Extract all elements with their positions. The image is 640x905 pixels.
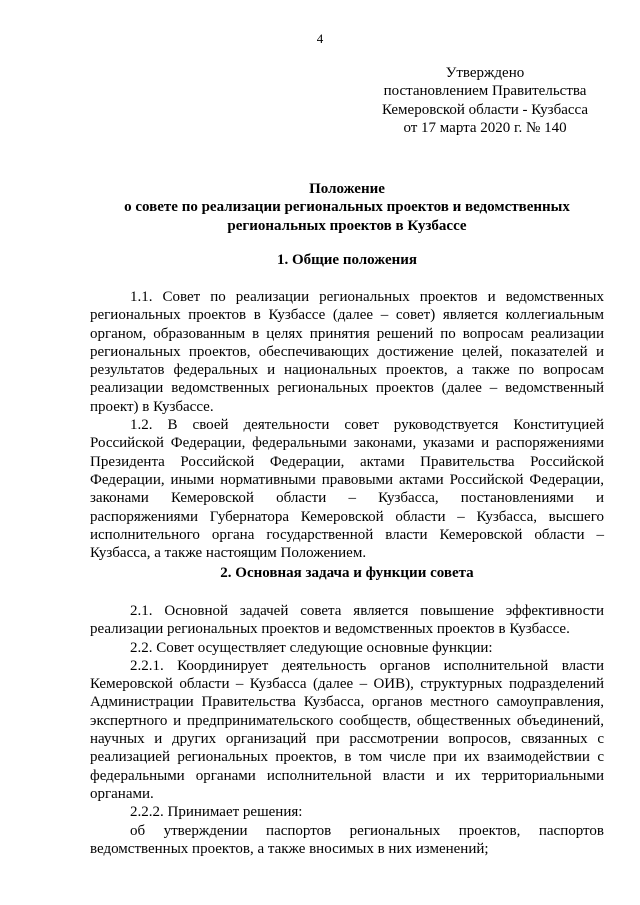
paragraph-2-2-1: 2.2.1. Координирует деятельность органов исполнительной власти Кемеровской области – Кузбасса (далее – ОИВ), структурных подразделений Администрации Правительства Кузбасса, органов местного самоуправления, экспертного и предпринимательского сообществ, общественных объединений, научных и других организаций при рассмотрении вопросов, связанных с реализацией региональных проектов, в том числе при их взаимодействии с федеральными органами исполнительной власти и их территориальными органами. <box>90 657 604 802</box>
title-line: о совете по реализации региональных проектов и ведомственных <box>124 199 570 216</box>
page-number: 4 <box>316 31 324 46</box>
approval-line: постановлением Правительства <box>383 83 587 100</box>
approval-line: Кемеровской области - Кузбасса <box>381 101 589 118</box>
paragraph-2-1: 2.1. Основной задачей совета является повышение эффективности реализации региональных проектов и ведомственных проектов в Кузбассе. <box>90 603 604 638</box>
approval-line: Утверждено <box>445 65 525 81</box>
section-1-heading: 1. Общие положения <box>276 252 418 268</box>
paragraph-1-1: 1.1. Совет по реализации региональных проектов и ведомственных региональных проектов в Кузбассе (далее – совет) является коллегиальным органом, образованным в целях принятия решений по вопросам реализации региональных проектов, обеспечивающих достижение целей, показателей и результатов федеральных и национальных проектов, а также по вопросам реализации ведомственных региональных проектов (далее – ведомственный проект) в Кузбассе. <box>90 289 604 415</box>
title-line: Положение <box>309 181 385 197</box>
section-1-body <box>90 288 604 562</box>
approval-block <box>360 64 610 137</box>
paragraph-1-2: 1.2. В своей деятельности совет руководствуется Конституцией Российской Федерации, федеральными законами, указами и распоряжениями Президента Российской Федерации, актами Правительства Российской Федерации, иными нормативными правовыми актами Российской Федерации, законами Кемеровской области – Кузбасса, постановлениями и распоряжениями Губернатора Кемеровской области – Кузбасса, высшего исполнительного органа государственной власти Кемеровской области – Кузбасса, а также настоящим Положением. <box>90 417 604 562</box>
document-title <box>90 180 604 235</box>
section-2-heading: 2. Основная задача и функции совета <box>220 565 474 581</box>
title-line: региональных проектов в Кузбассе <box>227 217 467 234</box>
section-2-body <box>90 602 604 858</box>
paragraph-2-2-2: 2.2.2. Принимает решения: <box>130 804 303 821</box>
approval-line: от 17 марта 2020 г. № 140 <box>403 119 567 136</box>
paragraph-2-2: 2.2. Совет осуществляет следующие основные функции: <box>130 639 493 656</box>
paragraph-2-2-2-item: об утверждении паспортов региональных проектов, паспортов ведомственных проектов, а также вносимых в них изменений; <box>90 822 604 857</box>
